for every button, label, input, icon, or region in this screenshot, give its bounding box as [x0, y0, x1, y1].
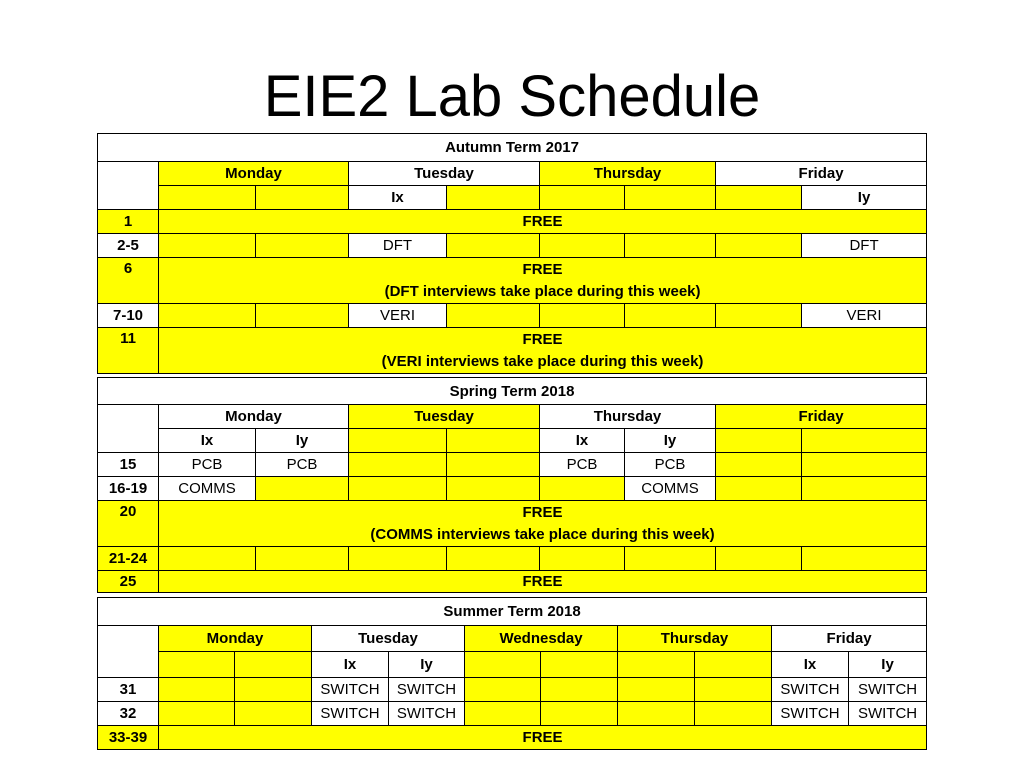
- spring-term-table: [97, 377, 927, 593]
- week-label: 15: [98, 453, 159, 477]
- group-label: Iy: [256, 429, 349, 453]
- schedule-cell: [159, 702, 235, 726]
- corner-cell: [98, 626, 159, 678]
- sub-cell: [625, 186, 716, 210]
- week-label: 2-5: [98, 234, 159, 258]
- schedule-cell: [159, 678, 235, 702]
- schedule-cell: DFT: [349, 234, 447, 258]
- schedule-cell: [235, 702, 312, 726]
- sub-cell: [447, 429, 540, 453]
- schedule-cell: [540, 547, 625, 571]
- sub-cell: [695, 652, 772, 678]
- schedule-cell: [159, 304, 256, 328]
- schedule-cell: [625, 547, 716, 571]
- schedule-cell: SWITCH: [772, 702, 849, 726]
- group-label: Ix: [540, 429, 625, 453]
- sub-cell: [802, 429, 927, 453]
- schedule-cell: [802, 453, 927, 477]
- autumn-term-table: [97, 133, 927, 374]
- free-note: (COMMS interviews take place during this week): [370, 525, 715, 543]
- week-label: 7-10: [98, 304, 159, 328]
- day-header-friday: Friday: [716, 162, 927, 186]
- schedule-cell: SWITCH: [312, 702, 389, 726]
- free-cell: FREE: [159, 571, 927, 593]
- schedule-cell: COMMS: [625, 477, 716, 501]
- day-header-monday: Monday: [159, 162, 349, 186]
- schedule-cell: [447, 234, 540, 258]
- day-header-friday: Friday: [716, 405, 927, 429]
- sub-cell: [159, 186, 256, 210]
- sub-cell: [716, 186, 802, 210]
- day-header-wednesday: Wednesday: [465, 626, 618, 652]
- schedule-cell: [716, 453, 802, 477]
- day-header-tuesday: Tuesday: [349, 162, 540, 186]
- schedule-cell: [256, 547, 349, 571]
- schedule-cell: SWITCH: [389, 678, 465, 702]
- schedule-cell: [349, 547, 447, 571]
- term-header: Summer Term 2018: [98, 598, 927, 626]
- sub-cell: [716, 429, 802, 453]
- schedule-cell: [540, 304, 625, 328]
- schedule-cell: [618, 702, 695, 726]
- day-header-thursday: Thursday: [540, 162, 716, 186]
- schedule-cell: SWITCH: [849, 702, 927, 726]
- sub-cell: [540, 186, 625, 210]
- group-label: Iy: [802, 186, 927, 210]
- schedule-cell: [349, 453, 447, 477]
- free-cell: FREE: [159, 210, 927, 234]
- schedule-cell: SWITCH: [389, 702, 465, 726]
- free-label: FREE: [522, 260, 563, 278]
- group-label: Iy: [389, 652, 465, 678]
- sub-cell: [256, 186, 349, 210]
- page-title: EIE2 Lab Schedule: [263, 64, 761, 129]
- sub-cell: [618, 652, 695, 678]
- group-label: Ix: [349, 186, 447, 210]
- group-label: Iy: [849, 652, 927, 678]
- schedule-cell: [625, 234, 716, 258]
- week-label: 1: [98, 210, 159, 234]
- schedule-cell: [618, 678, 695, 702]
- day-header-thursday: Thursday: [618, 626, 772, 652]
- group-label: Ix: [772, 652, 849, 678]
- free-note: (DFT interviews take place during this week): [384, 282, 701, 300]
- free-cell: [159, 258, 927, 304]
- schedule-cell: [235, 678, 312, 702]
- schedule-cell: [695, 678, 772, 702]
- schedule-cell: [159, 547, 256, 571]
- schedule-cell: [256, 234, 349, 258]
- schedule-cell: [447, 547, 540, 571]
- day-header-monday: Monday: [159, 405, 349, 429]
- schedule-cell: [541, 678, 618, 702]
- schedule-cell: SWITCH: [849, 678, 927, 702]
- schedule-cell: SWITCH: [312, 678, 389, 702]
- schedule-cell: [541, 702, 618, 726]
- sub-cell: [159, 652, 235, 678]
- free-cell: [159, 501, 927, 547]
- day-header-thursday: Thursday: [540, 405, 716, 429]
- schedule-cell: [465, 702, 541, 726]
- day-header-monday: Monday: [159, 626, 312, 652]
- schedule-cell: [349, 477, 447, 501]
- schedule-cell: [159, 234, 256, 258]
- schedule-cell: SWITCH: [772, 678, 849, 702]
- sub-cell: [349, 429, 447, 453]
- free-cell: [159, 328, 927, 374]
- week-label: 32: [98, 702, 159, 726]
- sub-cell: [235, 652, 312, 678]
- schedule-cell: COMMS: [159, 477, 256, 501]
- schedule-cell: [802, 547, 927, 571]
- schedule-cell: PCB: [540, 453, 625, 477]
- week-label: 20: [98, 501, 159, 547]
- schedule-cell: [625, 304, 716, 328]
- schedule-cell: [716, 234, 802, 258]
- week-label: 25: [98, 571, 159, 593]
- term-header: Autumn Term 2017: [98, 134, 927, 162]
- summer-term-table: [97, 597, 927, 750]
- schedule-cell: PCB: [625, 453, 716, 477]
- schedule-cell: PCB: [256, 453, 349, 477]
- schedule-cell: [256, 304, 349, 328]
- schedule-cell: [256, 477, 349, 501]
- day-header-tuesday: Tuesday: [312, 626, 465, 652]
- term-header: Spring Term 2018: [98, 378, 927, 405]
- schedule-cell: [447, 304, 540, 328]
- schedule-cell: VERI: [802, 304, 927, 328]
- sub-cell: [541, 652, 618, 678]
- week-label: 21-24: [98, 547, 159, 571]
- week-label: 11: [98, 328, 159, 374]
- schedule-cell: [695, 702, 772, 726]
- week-label: 33-39: [98, 726, 159, 750]
- day-header-tuesday: Tuesday: [349, 405, 540, 429]
- schedule-cell: DFT: [802, 234, 927, 258]
- schedule-cell: [716, 304, 802, 328]
- day-header-friday: Friday: [772, 626, 927, 652]
- group-label: Iy: [625, 429, 716, 453]
- schedule-cell: [716, 547, 802, 571]
- schedule-cell: [802, 477, 927, 501]
- free-label: FREE: [522, 330, 563, 348]
- sub-cell: [465, 652, 541, 678]
- free-note: (VERI interviews take place during this week): [381, 352, 704, 370]
- corner-cell: [98, 162, 159, 210]
- week-label: 6: [98, 258, 159, 304]
- group-label: Ix: [312, 652, 389, 678]
- free-cell: FREE: [159, 726, 927, 750]
- corner-cell: [98, 405, 159, 453]
- schedule-cell: [540, 477, 625, 501]
- schedule-cell: [447, 453, 540, 477]
- schedule-cell: PCB: [159, 453, 256, 477]
- schedule-cell: [447, 477, 540, 501]
- schedule-cell: [540, 234, 625, 258]
- group-label: Ix: [159, 429, 256, 453]
- schedule-cell: VERI: [349, 304, 447, 328]
- schedule-cell: [716, 477, 802, 501]
- week-label: 31: [98, 678, 159, 702]
- schedule-cell: [465, 678, 541, 702]
- free-label: FREE: [522, 503, 563, 521]
- week-label: 16-19: [98, 477, 159, 501]
- sub-cell: [447, 186, 540, 210]
